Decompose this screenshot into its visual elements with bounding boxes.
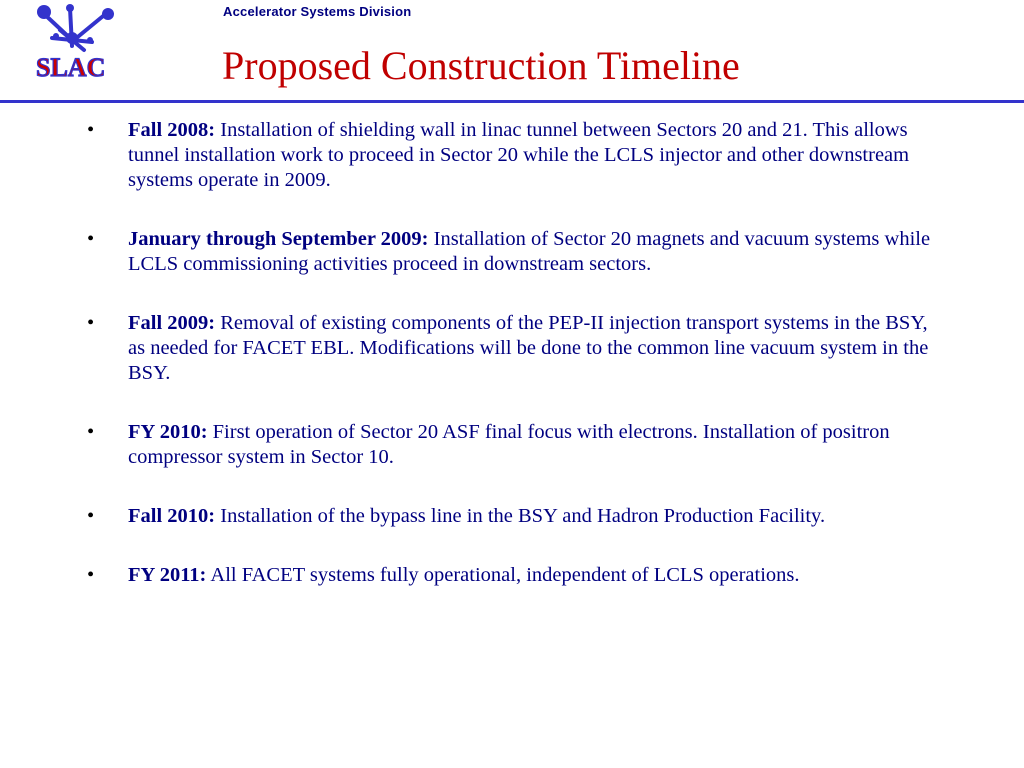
timeline-item	[87, 420, 947, 470]
bullet-icon: •	[87, 312, 95, 334]
page-title: Proposed Construction Timeline	[222, 43, 740, 88]
timeline-period: Fall 2010:	[128, 505, 216, 527]
timeline-description: Installation of Sector 20 magnets and vacuum systems while LCLS commissioning activities proceed in downstream sectors.	[128, 228, 931, 275]
timeline-item	[87, 227, 947, 277]
timeline-item	[87, 311, 947, 386]
timeline-item	[87, 118, 947, 193]
timeline-list	[87, 118, 947, 622]
slac-logo	[22, 0, 122, 95]
bullet-icon: •	[87, 421, 95, 443]
timeline-description: Installation of the bypass line in the BSY and Hadron Production Facility.	[220, 505, 826, 527]
timeline-description: First operation of Sector 20 ASF final focus with electrons. Installation of positron compressor system in Sector 10.	[128, 421, 890, 468]
timeline-description: Removal of existing components of the PEP-II injection transport systems in the BSY, as needed for FACET EBL. Modifications will be done to the common line vacuum system in the BSY.	[128, 312, 929, 384]
timeline-period: Fall 2009:	[128, 312, 216, 334]
header-divider	[0, 100, 1024, 103]
logo-text: SLAC	[36, 53, 106, 82]
timeline-period: FY 2010:	[128, 421, 208, 443]
timeline-item	[87, 563, 947, 588]
timeline-description: All FACET systems fully operational, independent of LCLS operations.	[210, 564, 800, 586]
timeline-period: Fall 2008:	[128, 119, 216, 141]
timeline-period: January through September 2009:	[128, 228, 429, 250]
slac-logo-icon	[22, 0, 122, 95]
bullet-icon: •	[87, 119, 95, 141]
bullet-icon: •	[87, 228, 95, 250]
division-label: Accelerator Systems Division	[223, 4, 412, 19]
bullet-icon: •	[87, 564, 95, 586]
bullet-icon: •	[87, 505, 95, 527]
timeline-period: FY 2011:	[128, 564, 207, 586]
timeline-item	[87, 504, 947, 529]
timeline-description: Installation of shielding wall in linac tunnel between Sectors 20 and 21. This allows tunnel installation work to proceed in Sector 20 while the LCLS injector and other downstream systems operate in 2009.	[128, 119, 910, 191]
